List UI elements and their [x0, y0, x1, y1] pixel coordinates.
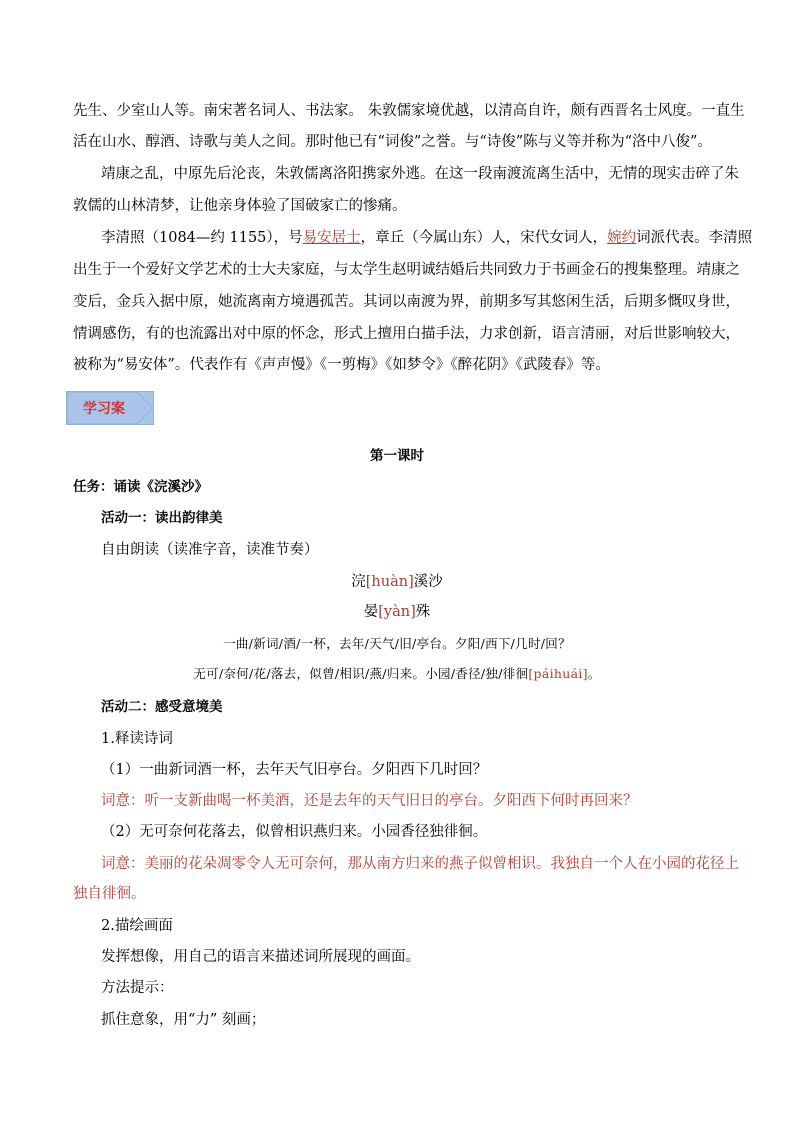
- pinyin-annotation: [páihuái]: [528, 666, 588, 681]
- question-one: （1）一曲新词酒一杯，去年天气旧亭台。夕阳西下几时回？: [101, 762, 488, 778]
- poem-title-rest: 溪沙: [413, 574, 443, 590]
- step-describe-heading: 2.描绘画面: [101, 918, 173, 934]
- method-hint-item: 抓住意象，用“力” 刻画；: [101, 1012, 266, 1028]
- activity-one-heading: 活动一：读出韵律美: [101, 510, 223, 526]
- intro-paragraph-line: 情调感伤，有的也流露出对中原的怀念，形式上擅用白描手法，力求创新，语言清丽，对后世影响较大，: [73, 326, 740, 342]
- section-tag-study-plan: [66, 391, 154, 425]
- pinyin-annotation: [huàn]: [365, 574, 414, 590]
- intro-paragraph-line: 被称为“易安体”。代表作有《声声慢》《一剪梅》《如梦令》《醉花阴》《武陵春》等。: [73, 357, 610, 373]
- intro-paragraph-line: 出生于一个爱好文学艺术的士大夫家庭，与太学生赵明诚结婚后共同致力于书画金石的搜集整理。靖康之: [73, 262, 740, 278]
- pinyin-annotation: [yàn]: [378, 604, 416, 620]
- li-qingzhao-intro-line: [101, 228, 753, 248]
- intro-paragraph-line: 先生、少室山人等。南宋著名词人、书法家。 朱敦儒家境优越，以清高自许，颇有西晋名士风度。一直生: [73, 103, 745, 119]
- answer-two-line: 独自徘徊。: [73, 886, 146, 902]
- step-interpret-heading: 1.释读诗词: [101, 731, 173, 747]
- question-two: （2）无可奈何花落去，似曾相识燕归来。小园香径独徘徊。: [101, 824, 488, 840]
- poem-text: 。: [587, 666, 601, 681]
- section-tag-label: 学习案: [83, 401, 125, 417]
- author-char: 殊: [415, 604, 431, 620]
- poem-text: 无可/奈何/花/落去，似曾/相识/燕/归来。小园/香径/独/徘徊: [193, 666, 529, 681]
- task-heading: 任务：诵读《浣溪沙》: [73, 479, 208, 495]
- free-read-instruction: 自由朗读（读准字音，读准节奏）: [101, 542, 319, 558]
- intro-paragraph-line: 敦儒的山林清梦，让他亲身体验了国破家亡的惨痛。: [73, 198, 407, 214]
- text-segment: 李清照（1084—约 1155），号: [101, 230, 303, 246]
- activity-two-heading: 活动二：感受意境美: [101, 699, 223, 715]
- intro-paragraph-line: 靖康之乱，中原先后沦丧，朱敦儒离洛阳携家外逃。在这一段南渡流离生活中，无情的现实击碎了朱: [101, 166, 739, 182]
- text-segment: 词派代表。李清照: [636, 230, 753, 246]
- term-link-yian-jushi[interactable]: 易安居士: [302, 230, 361, 246]
- intro-paragraph-line: 活在山水、醇酒、诗歌与美人之间。那时他已有“词俊”之誉。与“诗俊”陈与义等并称为“洛中八俊”。: [73, 134, 712, 150]
- term-link-wanyue[interactable]: 婉约: [607, 230, 637, 246]
- method-hint-label: 方法提示：: [101, 980, 174, 996]
- intro-paragraph-line: 变后，金兵入据中原，她流离南方境遇孤苦。其词以南渡为界，前期多写其悠闲生活，后期多慨叹身世，: [73, 294, 740, 310]
- author-char: 晏: [363, 604, 379, 620]
- answer-one: 词意：听一支新曲喝一杯美酒，还是去年的天气旧日的亭台。夕阳西下何时再回来？: [101, 793, 638, 809]
- poem-line-one: 一曲/新词/酒/一杯，去年/天气/旧/亭台。夕阳/西下/几时/回？: [223, 636, 571, 651]
- poem-title-char: 浣: [351, 574, 366, 590]
- poem-line-two: [0, 664, 794, 684]
- describe-instruction: 发挥想像，用自己的语言来描述词所展现的画面。: [101, 949, 420, 965]
- poem-author: [0, 602, 794, 622]
- lesson-title: 第一课时: [370, 448, 424, 464]
- answer-two-line: 词意：美丽的花朵凋零令人无可奈何，那从南方归来的燕子似曾相识。我独自一个人在小园的花径上: [101, 856, 739, 872]
- poem-title: [0, 572, 794, 592]
- text-segment: ，章丘（今属山东）人，宋代女词人，: [360, 230, 608, 246]
